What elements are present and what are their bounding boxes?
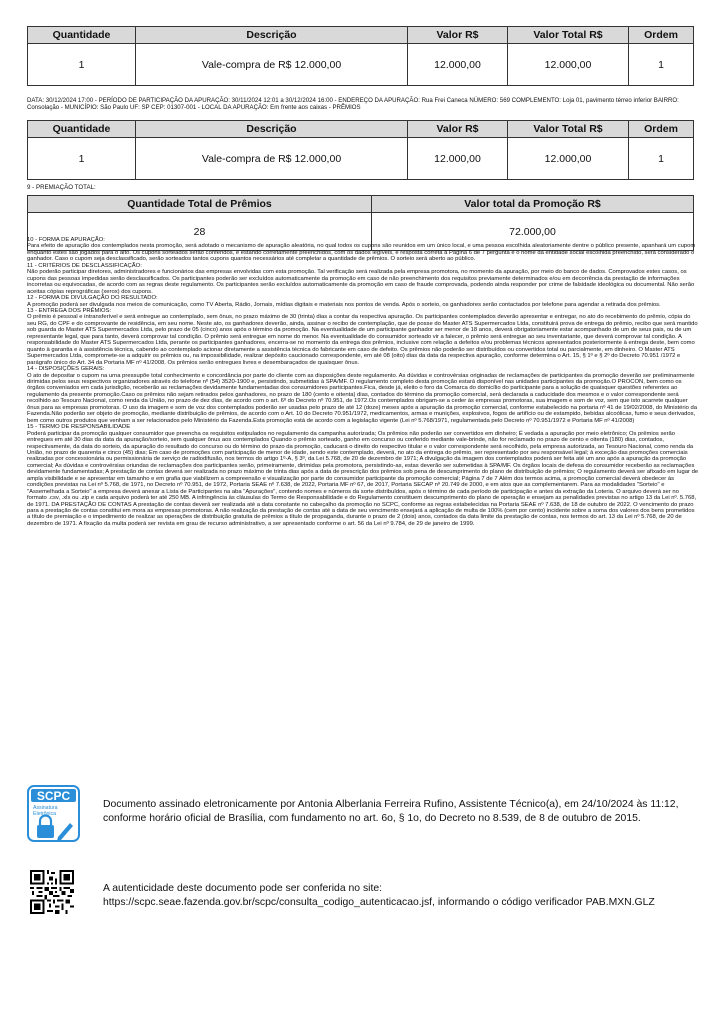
cell-descricao: Vale-compra de R$ 12.000,00 <box>136 138 408 180</box>
table-header-row <box>28 27 694 44</box>
header-descricao: Descrição <box>136 27 408 44</box>
cell-valor-total: 12.000,00 <box>508 44 629 86</box>
header-quantidade: Quantidade <box>28 121 136 138</box>
logo-subtitle-1: Assinatura <box>33 805 58 811</box>
regulation-body-text: 10 - FORMA DE APURAÇÃO: Para efeito de apuração dos contemplados nesta promoção, será adotado o mecanismo de apuração aleatória, no qual todos os cupons são reunidos em um único local, e uma pessoa escolhida aleatoriamente dentre o público presente, apanhará um cupom enquanto estes são jogados para o alto. Os cupons sorteados serão conferidos, e estando corretamente preenchidos, com os dados legíveis, e resposta correta à Página 6 de 7 pergunta e o nome da entidade social escolhida preenchido, será considerado o ganhador. Caso o cupom seja desclassificado, serão sorteados tantos cupons quantos necessários até completar a quantidade de prêmios. O sorteio será aberto ao público. 11 - CRITÉRIOS DE DESCLASSIFICAÇÃO: Não poderão participar diretores, administradores e funcionários das empresas envolvidas com esta promoção. Tal verificação será realizada pela empresa promotora, no momento da apuração, por meio do banco de dados. Comprovados estes casos, os cupons das pessoas impedidas serão desclassificados. Os participantes poderão ser excluídos automaticamente da promoção em caso de não preenchimento dos requisitos previamente determinados e/ou em decorrência da prestação de informações incorretas ou equivocadas, de acordo com as regras deste regulamento. Os participantes serão excluídos automaticamente da promoção em caso de fraude comprovada, podendo ainda responder por crime de falsidade ideológica ou documental. Não serão aceitas cópias reprográficas (xerox) dos cupons. 12 - FORMA DE DIVULGAÇÃO DO RESULTADO: A promoção poderá ser divulgada nos meios de comunicação, como TV Aberta, Rádio, Jornais, mídias digitais e materiais nos pontos de venda. Após o sorteio, os ganhadores serão contactados por telefone para agendar a retirada dos prêmios. 13 - ENTREGA DOS PRÊMIOS: O prêmio é pessoal e intransferível e será entregue ao contemplado, sem ônus, no prazo máximo de 30 (trinta) dias a contar da respectiva apuração. Os participantes contemplados deverão apresentar e entregar, no ato do recebimento do prêmio, cópia do seu RG, do CPF e do comprovante de residência, em seu nome. Neste ato, os ganhadores deverão, ainda, assinar o recibo de contemplação, que de posse do Master ATS Supermercados Ltda, constituirá prova de entrega do prêmio, recibo que será mantido sob guarda do Master ATS Supermercados Ltda, pelo prazo de 05 (cinco) anos após o término da promoção. Na eventualidade de um participante ganhador ser menor de 18 anos, deverá obrigatoriamente estar acompanhado de um de seus pais, ou de um representante legal, que para tanto, deverá comprovar tal condição. O prêmio será entregue em nome do menor. Na eventualidade do consumidor sorteado vir a falecer, o prêmio será entregue ao seu inventariante, que deverá comprovar tal condição. A responsabilidade do Master ATS Supermercados Ltda, perante os participantes ganhadores, encerra-se no momento da entrega dos prêmios, inclusive com relação a defeitos e/ou problemas técnicos apresentados posteriormente à entrega deste, bem como quanto à garantia e à assistência técnica, cabendo ao contemplado acionar diretamente a assistência técnica do fabricante em caso de defeito. Os prêmios não poderão ser distribuídos ou convertidos total ou parcialmente, em dinheiro. O Master ATS Supermercados Ltda, compromete-se a adquirir os prêmios ou, na impossibilidade, realizar depósito caucionado correspondente, em até 08 (oito) dias da data da respectiva apuração, conforme determina o Art. 15, § 1º e § 2º do Decreto 70.951 /1972 e parágrafo único do Art. 34 da Portaria MF nº 41/2008. Os prêmios serão entregues livres e desembaraçados de quaisquer ônus. 14 - DISPOSIÇÕES GERAIS: O ato de depositar o cupom na urna pressupõe total conhecimento e concordância por parte do cliente com as disposições deste regulamento. As dúvidas e controvérsias originadas de reclamações de participantes da promoção deverão ser preliminarmente dirimidas pelos seus respectivos organizadores através do telefone nº (54) 3520-1900 e, persistindo, submetidas à SPA/MF. O regulamento completo desta promoção estará disponível nas unidades participantes da promoção.O PROCON, bem como os órgãos conveniados em cada jurisdição, receberão as reclamações devidamente fundamentadas dos consumidores participantes.Fica, desde já, eleito o foro da Comarca do domicílio do participante para a solução de quaisquer questões referentes ao regulamento da presente promoção.Caso os prêmios não sejam retirados pelos ganhadores, no prazo de 180 (cento e oitenta) dias, contados do término da promoção comercial, será declarada a caducidade dos mesmos e o valor correspondente será recolhido ao Tesouro Nacional, como renda da União, no prazo de dez dias, de acordo com o art. 6º do Decreto nº 70.951, de 1972.Os contemplados obrigam-se a ceder às empresas promotoras, sua imagem e som de voz, sem que isto acarrete qualquer ônus para as empresas promotoras. O uso da imagem e som de voz dos contemplados poderão ser usadas pelo prazo de até 12 (doze) meses após a apuração da promoção comercial, conforme estabelecido na portaria nº 41 de 19/02/2008, do Ministério da Fazenda.Não poderão ser objeto de promoção, mediante distribuição de prêmios, de acordo com o Art. 10 do Decreto 70.951/1972, medicamentos, armas e munições, explosivos, fogos de artifício ou de estampido, bebidas alcoólicas, fumo e seus derivados, bem como outros produtos que venham a ser relacionados pelo Ministério da Fazenda.Esta promoção está de acordo com a legislação vigente (Lei nº 5.768/1971, regulamentada pelo Decreto nº 70.951/1972 e Portaria MF nº 41/2008) 15 - TERMO DE RESPONSABILIDADE Poderá participar da promoção qualquer consumidor que preencha os requisitos estipulados no regulamento da campanha autorizada; Os prêmios não poderão ser convertidos em dinheiro; É vedada a apuração por meio eletrônico; Os prêmios serão entregues em até 30 dias da data da apuração/sorteio, sem qualquer ônus aos contemplados Quando o prêmio sorteado, ganho em concurso ou conferido mediante vale-brinde, não for reclamado no prazo de cento e oitenta (180) dias, contados, respectivamente, da data do sorteio, da apuração do resultado do concurso ou do término do prazo da promoção, caducará o direito do respectivo titular e o valor correspondente será recolhido, pela empresa autorizada, ao Tesouro Nacional, como renda da União, no prazo de quarenta e cinco (45) dias; Em caso de promoções com participação de menor de idade, sendo este contemplado, deverá, no ato da entrega do prêmio, ser representado por seu responsável legal; à exceção das promoções comerciais realizadas por concessionária ou permissionária de serviço de radiodifusão, nos termos do artigo 1º-A, § 3º, da Lei 5.768, de 20 de dezembro de 1971; A divulgação da imagem dos contemplados poderá ser feita até um ano após a apuração da promoção comercial; As dúvidas e controvérsias oriundas de reclamações dos participantes serão, primeiramente, dirimidas pela promotora, persistindo-as, estas deverão ser submetidas à SPA/MF. Os órgãos locais de defesa do consumidor receberão as reclamações devidamente fundamentadas; A prestação de contas deverá ser realizada no prazo máximo de trinta dias após a data de prescrição dos prêmios sob pena de descumprimento do plano de distribuição de prêmios; O regulamento deverá ser afixado em lugar de ampla visibilidade e se apresentar em tamanho e em grafia que viabilizem a compreensão e visualização por parte do consumidor participante da promoção comercial; Página 7 de 7 Além dos termos acima, a promoção comercial deverá obedecer às condições previstas na Lei nº 5.768, de 1971, no Decreto nº 70.951, de 1972, Portaria SEAE nº 7.638, de 2022, Portaria MF nº 67, de 2017, Portaria SECAP nº 20.749 de 2000, e em atos que as complementarem. Para as modalidades "Sorteio" e "Assemelhada a Sorteio" a empresa deverá anexar a Lista de Participantes na aba "Apurações", contendo nomes e números da sorte distribuídos, após o término de cada período de participação e antes da extração da Loteria. O arquivo deverá ser no formato .csv, .xls ou .zip e cada arquivo poderá ter até 250 MB. A infringência às cláusulas do Termo de Responsabilidade e do Regulamento constituem descumprimento do plano de operação e ensejam as penalidades previstas no artigo 13 da Lei nº. 5.768, de 1971. DA PRESTAÇÃO DE CONTAS A prestação de contas deverá ser realizada até a data constante no cabeçalho da promoção no SCPC, conforme as regras estabelecidas na Portaria SEAE nº 7.638, de 18 de outubro de 2022. O vencimento do prazo para a prestação de contas constitui em mora as empresas promotoras. A não realização da prestação de contas até a data de seu vencimento ensejará a aplicação de multa de 100% (cem por cento) incidente sobre a soma dos valores dos bens prometidos a título de premiação e o impedimento de realizar as operações de distribuição gratuita de prêmios a título de propaganda, durante o prazo de 2 (dois) anos, contados da data limite da prestação de contas, nos termos do art. 13 da Lei nº 5.768, de 20 de dezembro de 1971. A fixação da multa poderá ser revista em grau de recurso administrativo, a ser apresentado conforme o art. 56 da Lei nº 9.784, de 29 de janeiro de 1999. <box>27 237 699 527</box>
prizes-table-1 <box>27 26 694 86</box>
cell-valor-total: 12.000,00 <box>508 138 629 180</box>
premiacao-total-title: 9 - PREMIAÇÃO TOTAL: <box>27 184 96 191</box>
table-row <box>28 138 694 180</box>
header-valor-total-promocao: Valor total da Promoção R$ <box>372 196 694 213</box>
header-quantidade: Quantidade <box>28 27 136 44</box>
header-ordem: Ordem <box>629 121 694 138</box>
header-ordem: Ordem <box>629 27 694 44</box>
cell-valor-total-promocao: 72.000,00 <box>372 213 694 251</box>
table-header-row <box>28 196 694 213</box>
logo-title: SCPC <box>36 789 71 803</box>
header-quantidade-total: Quantidade Total de Prêmios <box>28 196 372 213</box>
header-valor: Valor R$ <box>408 27 508 44</box>
header-descricao: Descrição <box>136 121 408 138</box>
table-row <box>28 44 694 86</box>
cell-ordem: 1 <box>629 138 694 180</box>
prizes-table-2 <box>27 120 694 180</box>
cell-ordem: 1 <box>629 44 694 86</box>
cell-quantidade: 1 <box>28 138 136 180</box>
cell-valor: 12.000,00 <box>408 138 508 180</box>
signature-statement: Documento assinado eletronicamente por Antonia Alberlania Ferreira Rufino, Assistente Técnico(a), em 24/10/2024 às 11:12, conforme horário oficial de Brasília, com fundamento no art. 6o, § 1o, do Decreto no 8.539, de 8 de outubro de 2015. <box>103 799 679 824</box>
cell-quantidade-total: 28 <box>28 213 372 251</box>
table-header-row <box>28 121 694 138</box>
scpc-signature-logo <box>27 785 80 842</box>
cell-valor: 12.000,00 <box>408 44 508 86</box>
apuracao-info: DATA: 30/12/2024 17:00 - PERÍODO DE PARTICIPAÇÃO DA APURAÇÃO: 30/11/2024 12:01 a 30/12/2024 16:00 - ENDEREÇO DA APURAÇÃO: Rua Frei Caneca NÚMERO: 569 COMPLEMENTO: Loja 01, pavimento térreo inferior BAIRRO: Consolação - MUNICÍPIO: São Paulo UF: SP CEP: 01307-001 - LOCAL DA APURAÇÃO: Em frente aos caixas - PRÊMIOS <box>27 97 681 112</box>
cell-quantidade: 1 <box>28 44 136 86</box>
logo-subtitle-2: Eletrônica <box>33 811 57 817</box>
header-valor: Valor R$ <box>408 121 508 138</box>
authenticity-statement: A autenticidade deste documento pode ser conferida no site: https://scpc.seae.fazenda.gov.br/scpc/consulta_codigo_autenticacao.jsf, informando o código verificador PAB.MXN.GLZ <box>103 883 655 908</box>
header-valor-total: Valor Total R$ <box>508 121 629 138</box>
header-valor-total: Valor Total R$ <box>508 27 629 44</box>
lock-pen-icon <box>37 816 73 842</box>
cell-descricao: Vale-compra de R$ 12.000,00 <box>136 44 408 86</box>
qr-code-icon <box>30 870 74 914</box>
